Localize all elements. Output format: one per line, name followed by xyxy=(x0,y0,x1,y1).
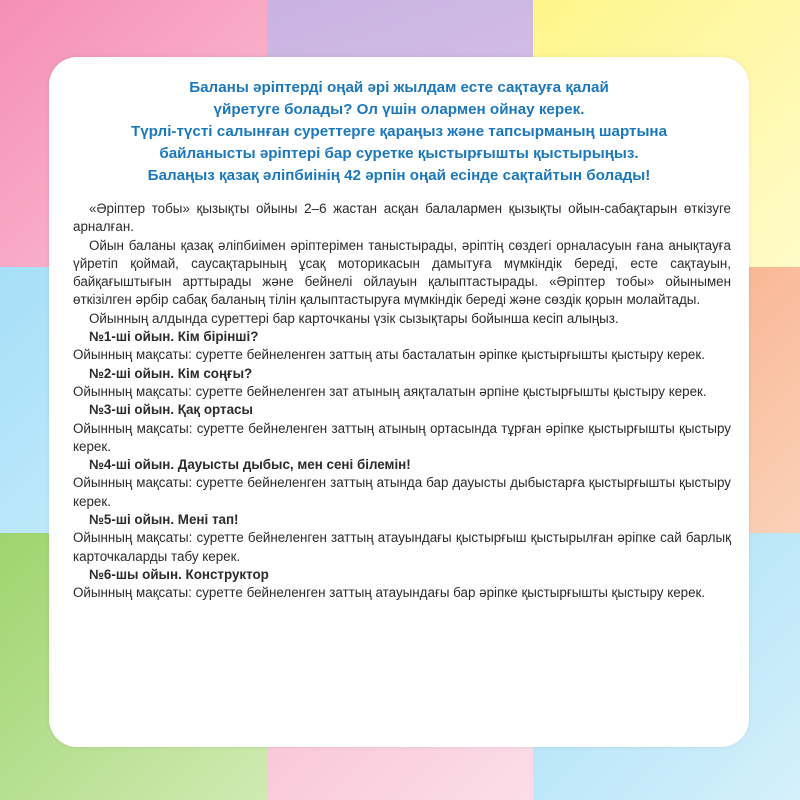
card-header xyxy=(49,77,749,187)
header-line: Баланы әріптерді оңай әрі жылдам есте сақтауға қалай xyxy=(189,79,609,96)
game-4-description: Ойынның мақсаты: суретте бейнеленген заттың атында бар дауысты дыбыстарға қыстырғышты қыстыру керек. xyxy=(73,475,731,509)
game-6-description: Ойынның мақсаты: суретте бейнеленген заттың атауындағы бар әріпке қыстырғышты қыстыру керек. xyxy=(73,585,706,601)
header-line: байланысты әріптері бар суретке қыстырғышты қыстырыңыз. xyxy=(159,145,639,162)
header-line: үйретуге болады? Ол үшін олармен ойнау керек. xyxy=(213,101,585,118)
game-5-title: №5-ші ойын. Мені тап! xyxy=(89,512,239,528)
header-line: Балаңыз қазақ әліпбиінің 42 әрпін оңай есінде сақтайтын болады! xyxy=(147,167,651,184)
intro-paragraph-2: Ойын баланы қазақ әліпбиімен әріптерімен таныстырады, әріптің сөздегі орналасуын ғана анықтауға үйретіп қоймай, саусақтарының ұсақ моторикасын дамытуға мүмкіндік береді, есте сақтауын, байқағыштығын арттырады және бейнелі ойлауын қалыптастырады. «Әріптер тобы» ойынымен өткізілген әрбір сабақ баланың тілін қалыптастыруға мүмкіндік береді және сөздік қорын молайтады. xyxy=(73,237,731,308)
game-3-title: №3-ші ойын. Қақ ортасы xyxy=(89,402,253,418)
game-4-title: №4-ші ойын. Дауысты дыбыс, мен сені білемін! xyxy=(89,457,411,473)
game-1-description: Ойынның мақсаты: суретте бейнеленген заттың аты басталатын әріпке қыстырғышты қыстыру керек. xyxy=(73,347,705,363)
game-2-description: Ойынның мақсаты: суретте бейнеленген зат атының аяқталатын әрпіне қыстырғышты қыстыру керек. xyxy=(73,383,707,399)
instruction-card xyxy=(49,57,749,747)
game-2-title: №2-ші ойын. Кім соңғы? xyxy=(89,365,253,381)
intro-paragraph-3: Ойынның алдында суреттері бар карточканы үзік сызықтары бойынша кесіп алыңыз. xyxy=(89,310,619,326)
game-6-title: №6-шы ойын. Конструктор xyxy=(89,566,269,582)
header-line: Түрлі-түсті салынған суреттерге қараңыз және тапсырманың шартына xyxy=(130,123,668,140)
game-5-description: Ойынның мақсаты: суретте бейнеленген заттың атауындағы қыстырғыш қыстырылған әріпке сай барлық карточкаларды табу керек. xyxy=(73,530,731,564)
card-body xyxy=(73,200,731,603)
game-1-title: №1-ші ойын. Кім бірінші? xyxy=(89,329,259,345)
intro-paragraph-1: «Әріптер тобы» қызықты ойыны 2–6 жастан асқан балалармен қызықты ойын-сабақтарын өткізуге арналған. xyxy=(73,201,731,235)
game-3-description: Ойынның мақсаты: суретте бейнеленген заттың атының ортасында тұрған әріпке қыстырғышты қыстыру керек. xyxy=(73,420,731,454)
